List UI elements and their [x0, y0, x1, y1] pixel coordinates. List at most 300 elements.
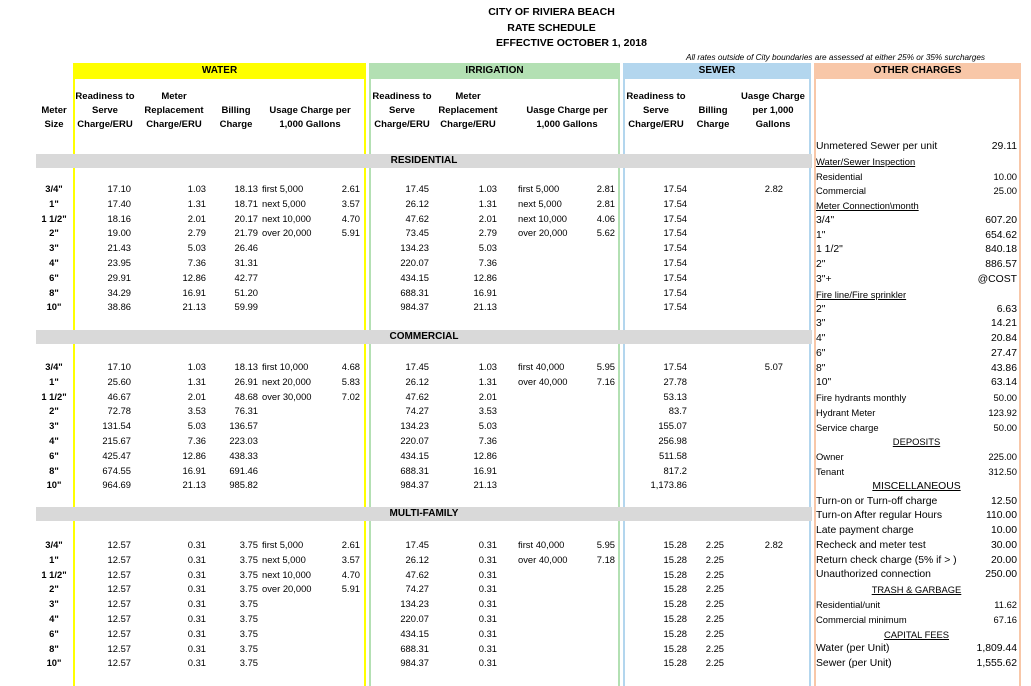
- residential-meter-size: 6": [49, 271, 59, 283]
- commercial-meter-size: 10": [46, 479, 62, 491]
- residential-irrigation-readiness: 434.15: [400, 271, 429, 283]
- residential-irrigation-readiness: 688.31: [400, 286, 429, 298]
- other-charge-value: 10.00: [993, 170, 1017, 182]
- residential-irrigation-readiness: 220.07: [400, 257, 429, 268]
- residential-water-replacement: 12.86: [182, 271, 206, 283]
- commercial-meter-size: 4": [49, 435, 59, 446]
- commercial-water-readiness: 46.67: [107, 390, 131, 402]
- residential-irrigation-replacement: 12.86: [473, 271, 497, 283]
- commercial-irrigation-replacement: 12.86: [473, 449, 497, 461]
- commercial-sewer-readiness: 155.07: [658, 420, 687, 432]
- other-charge-row: [816, 171, 1017, 185]
- multifamily-sewer-readiness: 15.28: [663, 613, 687, 624]
- multifamily-meter-size: 1": [49, 553, 59, 565]
- residential-meter-size: 3/4": [45, 183, 63, 194]
- multifamily-water-replacement: 0.31: [187, 539, 206, 550]
- multifamily-sewer-billing: 2.25: [705, 642, 724, 654]
- residential-irrigation-tier: over 20,000: [518, 227, 568, 239]
- commercial-irrigation-replacement: 21.13: [473, 479, 497, 491]
- residential-water-replacement: 1.03: [187, 183, 206, 194]
- other-charge-heading: MISCELLANEOUS: [872, 480, 961, 492]
- other-charge-value: 11.62: [994, 598, 1017, 610]
- multifamily-irrigation-readiness: 17.45: [405, 539, 429, 550]
- multifamily-sewer-billing: 2.25: [705, 657, 724, 669]
- multifamily-water-readiness: 12.57: [107, 539, 131, 550]
- section-residential: RESIDENTIAL: [36, 154, 812, 168]
- residential-sewer-readiness: 17.54: [663, 212, 687, 224]
- commercial-water-replacement: 3.53: [187, 405, 206, 417]
- multifamily-water-readiness: 12.57: [107, 583, 131, 595]
- residential-irrigation-readiness: 17.45: [405, 183, 429, 194]
- residential-meter-size: 1 1/2": [41, 212, 67, 224]
- multifamily-sewer-readiness: 15.28: [663, 642, 687, 654]
- other-charge-label: 10": [816, 377, 832, 389]
- multifamily-water-replacement: 0.31: [187, 657, 206, 669]
- other-charge-row: [816, 377, 1017, 391]
- residential-irrigation-replacement: 7.36: [478, 257, 497, 268]
- other-charge-value: 12.50: [990, 495, 1017, 507]
- multifamily-water-tier: first 5,000: [262, 539, 304, 550]
- commercial-water-tier: next 20,000: [262, 375, 311, 387]
- residential-irrigation-rate: 2.81: [596, 197, 615, 209]
- other-charge-row: [816, 304, 1017, 318]
- multifamily-irrigation-readiness: 984.37: [400, 657, 429, 669]
- commercial-sewer-readiness: 1,173.86: [650, 479, 687, 491]
- residential-meter-size: 1": [49, 197, 59, 209]
- commercial-irrigation-readiness: 984.37: [400, 479, 429, 491]
- header-irrigation-usage: Uasge Charge per 1,000 Gallons: [526, 105, 608, 130]
- multifamily-irrigation-readiness: 74.27: [405, 583, 429, 595]
- residential-water-readiness: 21.43: [107, 242, 131, 254]
- commercial-water-billing: 985.82: [229, 479, 258, 491]
- multifamily-meter-size: 3/4": [45, 539, 63, 550]
- residential-water-billing: 31.31: [234, 257, 258, 268]
- other-charge-label: Water (per Unit): [816, 643, 890, 655]
- residential-irrigation-tier: first 5,000: [518, 183, 560, 194]
- other-charge-value: 312.50: [988, 466, 1017, 477]
- residential-water-readiness: 19.00: [107, 227, 131, 239]
- commercial-sewer-readiness: 53.13: [663, 390, 687, 402]
- commercial-meter-size: 3": [49, 420, 59, 432]
- residential-irrigation-tier: next 10,000: [518, 212, 567, 224]
- multifamily-water-billing: 3.75: [239, 598, 258, 610]
- commercial-irrigation-replacement: 2.01: [478, 390, 497, 402]
- other-charge-row: [816, 614, 1017, 628]
- other-charge-row: [816, 599, 1017, 613]
- multifamily-irrigation-replacement: 0.31: [478, 553, 497, 565]
- commercial-water-replacement: 1.03: [187, 361, 206, 372]
- other-charge-value: 250.00: [985, 569, 1017, 581]
- residential-water-tier: first 5,000: [262, 183, 304, 194]
- commercial-irrigation-tier: first 40,000: [518, 361, 565, 372]
- other-charge-row: [816, 422, 1017, 436]
- commercial-sewer-readiness: 256.98: [658, 435, 687, 446]
- commercial-water-rate: 5.83: [341, 375, 360, 387]
- commercial-water-replacement: 21.13: [182, 479, 206, 491]
- commercial-water-readiness: 131.54: [102, 420, 131, 432]
- commercial-meter-size: 6": [49, 449, 59, 461]
- multifamily-sewer-billing: 2.25: [705, 598, 724, 610]
- irrigation-group-header: IRRIGATION: [369, 63, 620, 79]
- other-charge-row: [816, 200, 1017, 214]
- other-charge-label: Late payment charge: [816, 525, 914, 537]
- other-charge-row: [816, 481, 1017, 495]
- surcharge-note: All rates outside of City boundaries are assessed at either 25% or 35% surcharges: [685, 53, 985, 62]
- multifamily-sewer-billing: 2.25: [705, 553, 724, 565]
- residential-irrigation-readiness: 47.62: [405, 212, 429, 224]
- other-charge-value: 654.62: [985, 229, 1017, 241]
- multifamily-meter-size: 3": [49, 598, 59, 610]
- multifamily-irrigation-tier: first 40,000: [518, 539, 565, 550]
- residential-water-readiness: 34.29: [107, 286, 131, 298]
- multifamily-water-billing: 3.75: [239, 539, 258, 550]
- residential-water-replacement: 2.79: [187, 227, 206, 239]
- commercial-irrigation-replacement: 16.91: [473, 464, 497, 476]
- other-charge-value: 14.21: [990, 318, 1017, 330]
- other-charge-label: Turn-on After regular Hours: [816, 510, 943, 522]
- residential-water-billing: 51.20: [234, 286, 258, 298]
- other-charge-value: 20.00: [990, 554, 1017, 566]
- multifamily-meter-size: 6": [49, 627, 59, 639]
- multifamily-water-readiness: 12.57: [107, 657, 131, 669]
- other-charge-row: [816, 510, 1017, 524]
- residential-sewer-usage: 2.82: [764, 183, 783, 194]
- section-multi-family: MULTI-FAMILY: [36, 507, 812, 521]
- multifamily-water-billing: 3.75: [239, 627, 258, 639]
- commercial-irrigation-replacement: 7.36: [478, 435, 497, 446]
- commercial-water-readiness: 425.47: [102, 449, 131, 461]
- commercial-irrigation-rate: 5.95: [596, 361, 615, 372]
- residential-meter-size: 10": [46, 301, 62, 313]
- other-charge-value: 886.57: [985, 259, 1017, 271]
- commercial-irrigation-replacement: 1.31: [478, 375, 497, 387]
- commercial-sewer-readiness: 817.2: [663, 464, 687, 476]
- other-charge-row: [816, 259, 1017, 273]
- commercial-irrigation-rate: 7.16: [596, 375, 615, 387]
- header-irrigation-replacement: Meter Replacement Charge/ERU: [438, 91, 498, 130]
- multifamily-water-billing: 3.75: [239, 613, 258, 624]
- other-charge-row: [816, 643, 1017, 657]
- residential-sewer-readiness: 17.54: [663, 301, 687, 313]
- other-charge-label: Unmetered Sewer per unit: [816, 141, 938, 152]
- multifamily-sewer-readiness: 15.28: [663, 598, 687, 610]
- commercial-water-billing: 76.31: [234, 405, 258, 417]
- other-charge-value: 1,555.62: [976, 658, 1017, 669]
- residential-irrigation-readiness: 984.37: [400, 301, 429, 313]
- multifamily-irrigation-rate: 7.18: [596, 553, 615, 565]
- other-charge-value: 50.00: [993, 392, 1017, 404]
- multifamily-sewer-billing: 2.25: [705, 627, 724, 639]
- other-charge-value: 607.20: [985, 214, 1017, 226]
- title-line-2: RATE SCHEDULE: [507, 22, 596, 34]
- header-water-replacement: Meter Replacement Charge/ERU: [144, 91, 204, 130]
- commercial-water-billing: 691.46: [229, 464, 258, 476]
- header-meter-size: Meter Size: [41, 105, 67, 130]
- multifamily-water-rate: 4.70: [341, 568, 360, 580]
- multifamily-irrigation-replacement: 0.31: [478, 613, 497, 624]
- commercial-irrigation-readiness: 74.27: [405, 405, 429, 417]
- residential-water-readiness: 23.95: [107, 257, 131, 268]
- multifamily-irrigation-replacement: 0.31: [478, 598, 497, 610]
- residential-irrigation-readiness: 73.45: [405, 227, 429, 239]
- other-charge-label: Recheck and meter test: [816, 539, 926, 551]
- residential-water-readiness: 18.16: [107, 212, 131, 224]
- other-charge-label: Hydrant Meter: [816, 406, 876, 418]
- other-charge-label: Meter Connection\month: [816, 200, 919, 212]
- other-charge-row: [816, 496, 1017, 510]
- multifamily-sewer-readiness: 15.28: [663, 627, 687, 639]
- other-charge-value: 123.92: [988, 406, 1017, 418]
- commercial-water-billing: 136.57: [229, 420, 258, 432]
- commercial-water-rate: 4.68: [341, 361, 360, 372]
- commercial-meter-size: 3/4": [45, 361, 63, 372]
- residential-water-billing: 20.17: [234, 212, 258, 224]
- other-charge-label: 6": [816, 347, 826, 359]
- commercial-irrigation-tier: over 40,000: [518, 375, 568, 387]
- other-charge-label: Residential/unit: [816, 598, 881, 610]
- other-charge-label: 3/4": [816, 214, 835, 226]
- other-charge-row: [816, 629, 1017, 643]
- water-group-header: WATER: [73, 63, 366, 79]
- other-charge-row: [816, 230, 1017, 244]
- multifamily-sewer-readiness: 15.28: [663, 539, 687, 550]
- other-charge-heading: CAPITAL FEES: [883, 628, 950, 640]
- commercial-water-readiness: 72.78: [107, 405, 131, 417]
- commercial-water-readiness: 25.60: [107, 375, 131, 387]
- other-charge-value: 63.14: [990, 377, 1017, 389]
- residential-sewer-readiness: 17.54: [663, 271, 687, 283]
- other-charge-row: [816, 540, 1017, 554]
- residential-water-tier: next 5,000: [262, 197, 306, 209]
- commercial-water-tier: over 30,000: [262, 390, 312, 402]
- multifamily-meter-size: 1 1/2": [41, 568, 67, 580]
- multifamily-irrigation-rate: 5.95: [596, 539, 615, 550]
- multifamily-meter-size: 2": [49, 583, 59, 595]
- multifamily-irrigation-replacement: 0.31: [478, 657, 497, 669]
- multifamily-water-readiness: 12.57: [107, 553, 131, 565]
- multifamily-water-billing: 3.75: [239, 583, 258, 595]
- commercial-meter-size: 1 1/2": [41, 390, 67, 402]
- header-sewer-usage: Uasge Charge per 1,000 Gallons: [741, 91, 805, 130]
- residential-water-readiness: 38.86: [107, 301, 131, 313]
- multifamily-water-readiness: 12.57: [107, 613, 131, 624]
- commercial-water-billing: 26.91: [234, 375, 258, 387]
- other-charge-row: [816, 318, 1017, 332]
- other-charge-label: 1 1/2": [816, 244, 843, 256]
- residential-meter-size: 2": [49, 227, 59, 239]
- other-charge-label: 3": [816, 318, 826, 330]
- commercial-sewer-readiness: 511.58: [659, 449, 687, 461]
- commercial-water-readiness: 215.67: [102, 435, 131, 446]
- residential-sewer-readiness: 17.54: [663, 227, 687, 239]
- multifamily-water-billing: 3.75: [239, 642, 258, 654]
- commercial-sewer-readiness: 17.54: [663, 361, 687, 372]
- commercial-meter-size: 8": [49, 464, 59, 476]
- commercial-irrigation-replacement: 3.53: [478, 405, 497, 417]
- other-charge-heading: TRASH & GARBAGE: [871, 584, 962, 596]
- multifamily-water-replacement: 0.31: [187, 568, 206, 580]
- residential-water-readiness: 17.40: [107, 197, 131, 209]
- header-sewer-readiness: Readiness to Serve Charge/ERU: [626, 91, 686, 130]
- residential-water-replacement: 21.13: [182, 301, 206, 313]
- other-charge-value: 225.00: [988, 451, 1017, 463]
- other-charge-row: [816, 466, 1017, 480]
- residential-irrigation-replacement: 1.31: [478, 197, 497, 209]
- multifamily-water-replacement: 0.31: [187, 553, 206, 565]
- residential-irrigation-rate: 5.62: [596, 227, 615, 239]
- multifamily-irrigation-replacement: 0.31: [478, 539, 497, 550]
- other-charge-row: [816, 215, 1017, 229]
- other-charge-row: [816, 185, 1017, 199]
- commercial-water-replacement: 2.01: [187, 390, 206, 402]
- commercial-irrigation-readiness: 688.31: [400, 464, 429, 476]
- title-line-1: CITY OF RIVIERA BEACH: [488, 6, 615, 18]
- other-charge-value: 25.00: [993, 185, 1017, 197]
- other-charge-row: [816, 658, 1017, 672]
- other-charge-heading: DEPOSITS: [892, 436, 941, 448]
- commercial-water-replacement: 7.36: [187, 435, 206, 446]
- commercial-water-readiness: 17.10: [107, 361, 131, 372]
- multifamily-water-readiness: 12.57: [107, 642, 131, 654]
- other-charge-value: @COST: [977, 273, 1017, 285]
- multifamily-water-rate: 3.57: [341, 553, 360, 565]
- other-charge-label: 3"+: [816, 273, 832, 285]
- residential-water-rate: 5.91: [341, 227, 360, 239]
- residential-irrigation-tier: next 5,000: [518, 197, 562, 209]
- commercial-irrigation-readiness: 220.07: [400, 435, 429, 446]
- residential-sewer-readiness: 17.54: [663, 197, 687, 209]
- commercial-meter-size: 1": [49, 375, 59, 387]
- multifamily-irrigation-replacement: 0.31: [478, 583, 497, 595]
- residential-water-rate: 4.70: [341, 212, 360, 224]
- multifamily-water-billing: 3.75: [239, 553, 258, 565]
- other-charge-label: 4": [816, 333, 826, 344]
- commercial-sewer-readiness: 27.78: [663, 375, 687, 387]
- other-charge-label: Commercial: [816, 185, 867, 197]
- commercial-water-replacement: 1.31: [187, 375, 206, 387]
- residential-water-tier: next 10,000: [262, 212, 311, 224]
- commercial-water-billing: 223.03: [229, 435, 258, 446]
- other-charge-label: Turn-on or Turn-off charge: [816, 495, 938, 507]
- multifamily-sewer-readiness: 15.28: [663, 583, 687, 595]
- multifamily-water-billing: 3.75: [239, 657, 258, 669]
- other-charge-label: 2": [816, 303, 826, 315]
- commercial-irrigation-readiness: 134.23: [400, 420, 429, 432]
- multifamily-meter-size: 10": [46, 657, 62, 669]
- other-charge-label: Commercial minimum: [816, 613, 907, 625]
- residential-sewer-readiness: 17.54: [663, 286, 687, 298]
- commercial-sewer-usage: 5.07: [764, 361, 783, 372]
- multifamily-water-replacement: 0.31: [187, 613, 206, 624]
- residential-sewer-readiness: 17.54: [663, 242, 687, 254]
- multifamily-water-rate: 2.61: [341, 539, 360, 550]
- multifamily-water-readiness: 12.57: [107, 568, 131, 580]
- other-charge-value: 10.00: [990, 525, 1017, 537]
- commercial-irrigation-readiness: 434.15: [400, 449, 429, 461]
- residential-water-billing: 18.13: [234, 183, 258, 194]
- residential-irrigation-replacement: 16.91: [473, 286, 497, 298]
- other-charge-row: [816, 274, 1017, 288]
- other-charge-label: Residential: [816, 170, 863, 182]
- other-charge-row: [816, 525, 1017, 539]
- multifamily-water-tier: next 5,000: [262, 553, 306, 565]
- other-charge-value: 6.63: [996, 303, 1017, 315]
- other-charge-label: Fire hydrants monthly: [816, 392, 907, 404]
- multifamily-sewer-readiness: 15.28: [663, 657, 687, 669]
- other-charge-value: 29.11: [991, 141, 1017, 152]
- multifamily-sewer-readiness: 15.28: [663, 553, 687, 565]
- multifamily-meter-size: 4": [49, 613, 59, 624]
- commercial-irrigation-readiness: 47.62: [405, 390, 429, 402]
- header-water-readiness: Readiness to Serve Charge/ERU: [75, 91, 135, 130]
- other-charge-row: [816, 451, 1017, 465]
- other-charge-row: [816, 569, 1017, 583]
- commercial-water-billing: 48.68: [234, 390, 258, 402]
- multifamily-irrigation-readiness: 134.23: [400, 598, 429, 610]
- commercial-water-replacement: 12.86: [182, 449, 206, 461]
- multifamily-water-replacement: 0.31: [187, 627, 206, 639]
- residential-water-billing: 26.46: [234, 242, 258, 254]
- commercial-irrigation-replacement: 1.03: [478, 361, 497, 372]
- residential-sewer-readiness: 17.54: [663, 257, 687, 268]
- commercial-water-tier: first 10,000: [262, 361, 309, 372]
- multifamily-irrigation-replacement: 0.31: [478, 568, 497, 580]
- other-charge-value: 30.00: [990, 539, 1017, 551]
- header-irrigation-readiness: Readiness to Serve Charge/ERU: [372, 91, 432, 130]
- commercial-water-replacement: 5.03: [187, 420, 206, 432]
- residential-irrigation-rate: 2.81: [596, 183, 615, 194]
- multifamily-sewer-billing: 2.25: [705, 583, 724, 595]
- other-charge-label: Fire line/Fire sprinkler: [816, 288, 907, 300]
- other-charge-label: 8": [816, 362, 826, 374]
- residential-irrigation-replacement: 1.03: [478, 183, 497, 194]
- other-charge-row: [816, 555, 1017, 569]
- other-charge-value: 27.47: [990, 347, 1017, 359]
- other-charge-row: [816, 392, 1017, 406]
- residential-irrigation-replacement: 5.03: [478, 242, 497, 254]
- other-charge-row: [816, 363, 1017, 377]
- residential-water-replacement: 1.31: [187, 197, 206, 209]
- other-charge-label: Sewer (per Unit): [816, 658, 892, 669]
- other-charge-label: Owner: [816, 451, 844, 463]
- residential-irrigation-replacement: 2.79: [478, 227, 497, 239]
- other-charge-row: [816, 407, 1017, 421]
- other-charge-row: [816, 156, 1017, 170]
- residential-water-billing: 59.99: [234, 301, 258, 313]
- residential-meter-size: 4": [49, 257, 59, 268]
- commercial-meter-size: 2": [49, 405, 59, 417]
- multifamily-sewer-usage: 2.82: [764, 539, 783, 550]
- residential-sewer-readiness: 17.54: [663, 183, 687, 194]
- commercial-irrigation-readiness: 26.12: [405, 375, 429, 387]
- other-charge-label: Tenant: [816, 466, 845, 477]
- other-charge-row: [816, 348, 1017, 362]
- other-charge-label: Unauthorized connection: [816, 569, 931, 581]
- multifamily-sewer-billing: 2.25: [705, 568, 724, 580]
- residential-water-replacement: 7.36: [187, 257, 206, 268]
- residential-irrigation-readiness: 26.12: [405, 197, 429, 209]
- multifamily-water-tier: next 10,000: [262, 568, 311, 580]
- multifamily-water-replacement: 0.31: [187, 642, 206, 654]
- residential-water-billing: 18.71: [234, 197, 258, 209]
- multifamily-meter-size: 8": [49, 642, 59, 654]
- multifamily-water-readiness: 12.57: [107, 598, 131, 610]
- sewer-group-header: SEWER: [623, 63, 811, 79]
- residential-water-replacement: 5.03: [187, 242, 206, 254]
- residential-irrigation-replacement: 2.01: [478, 212, 497, 224]
- commercial-irrigation-readiness: 17.45: [405, 361, 429, 372]
- multifamily-irrigation-readiness: 434.15: [400, 627, 429, 639]
